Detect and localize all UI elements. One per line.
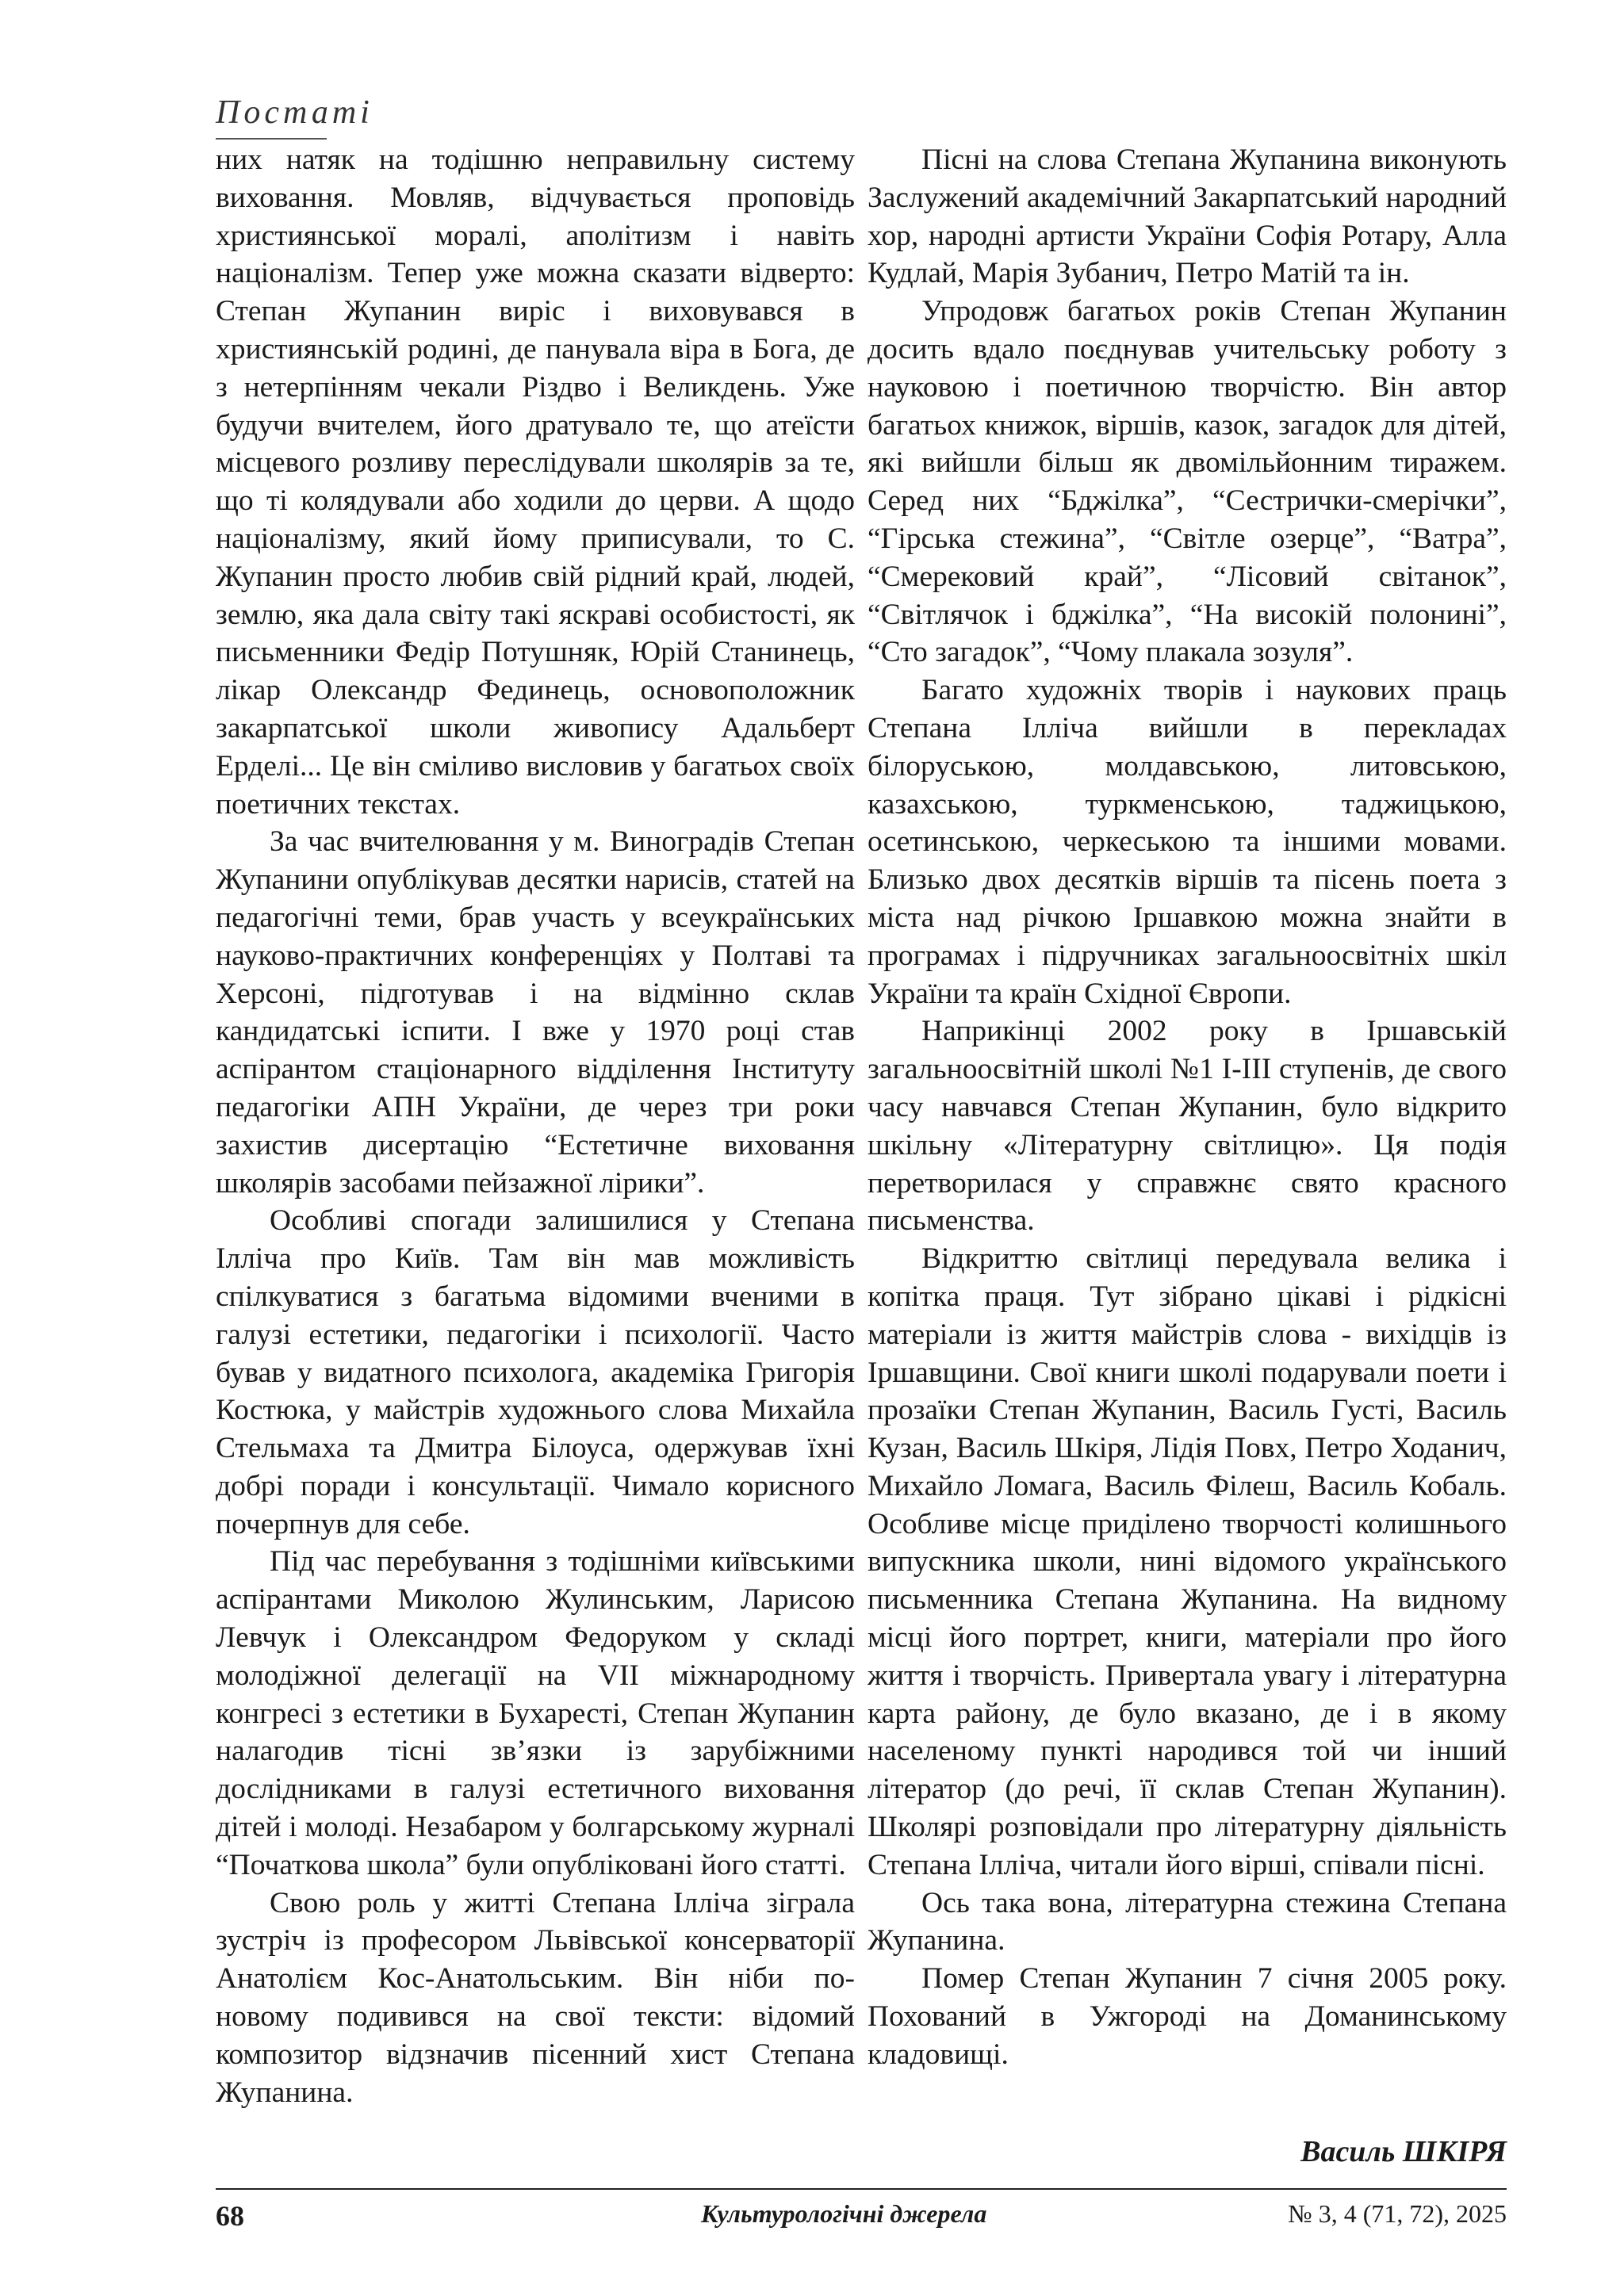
footer-rule bbox=[216, 2188, 1507, 2190]
paragraph: Упродовж багатьох років Степан Жупанин досить вдало поєднував учительську роботу з науковою і поетичною творчістю. Він автор багатьох книжок, віршів, казок, загадок для дітей, які вийшли більш як двомільйонним тиражем. Серед них “Бджілка”, “Сестрички-смерічки”, “Гірська стежина”, “Світле озерце”, “Ватра”, “Смерековий край”, “Лісовий світанок”, “Світлячок і бджілка”, “На високій полонині”, “Сто загадок”, “Чому плакала зозуля”. bbox=[868, 295, 1507, 669]
issue-info: № 3, 4 (71, 72), 2025 bbox=[1288, 2199, 1507, 2228]
page-number: 68 bbox=[216, 2200, 244, 2232]
right-column bbox=[868, 141, 1507, 2139]
paragraph: Особливі спогади залишилися у Степана Ілліча про Київ. Там він мав можливість спілкуватися з багатьма відомими вченими в галузі естетики, педагогіки і психології. Часто бував у видатного психолога, академіка Григорія Костюка, у майстрів художнього слова Михайла Стельмаха та Дмитра Білоуса, одержував їхні добрі поради і консультації. Чимало корисного почерпнув для себе. bbox=[216, 1204, 855, 1540]
paragraph: Наприкінці 2002 року в Іршавській загальноосвітній школі №1 І-ІІІ ступенів, де свого часу навчався Степан Жупанин, було відкрито шкільну «Літературну світлицю». Ця подія перетворилася у справжнє свято красного письменства. bbox=[868, 1015, 1507, 1238]
paragraph: Ось така вона, літературна стежина Степана Жупанина. bbox=[868, 1886, 1507, 1957]
author-signature: Василь ШКІРЯ bbox=[1300, 2135, 1507, 2168]
paragraph: Свою роль у житті Степана Ілліча зіграла зустріч із професором Львівської консерваторії Анатолієм Кос-Анатольським. Він ніби по-новому подивився на свої тексти: відомий композитор відзначив пісенний хист Степана Жупанина. bbox=[216, 1886, 855, 2109]
header-rule bbox=[216, 138, 327, 140]
left-column bbox=[216, 141, 855, 2139]
paragraph: Відкриттю світлиці передувала велика і копітка праця. Тут зібрано цікаві і рідкісні матеріали із життя майстрів слова - вихідців із Іршавщини. Свої книги школі подарували поети і прозаїки Степан Жупанин, Василь Густі, Василь Кузан, Василь Шкіря, Лідія Повх, Петро Ходанич, Михайло Ломага, Василь Філеш, Василь Кобаль. Особливе місце приділено творчості колишнього випускника школи, нині відомого українського письменника Степана Жупанина. На видному місці його портрет, книги, матеріали про його життя і творчість. Привертала увагу і літературна карта району, де було вказано, де і в якому населеному пункті народився той чи інший літератор (до речі, її склав Степан Жупанин). Школярі розповідали про літературну діяльність Степана Ілліча, читали його вірші, співали пісні. bbox=[868, 1242, 1507, 1881]
paragraph: Під час перебування з тодішніми київськими аспірантами Миколою Жулинським, Ларисою Левчук і Олександром Федоруком у складі молодіжної делегації на VII міжнародному конгресі з естетики в Бухаресті, Степан Жупанин налагодив тісні зв’язки із зарубіжними дослідниками в галузі естетичного виховання дітей і молоді. Незабаром у болгарському журналі “Початкова школа” були опубліковані його статті. bbox=[216, 1545, 855, 1881]
paragraph: Помер Степан Жупанин 7 січня 2005 року. Похований в Ужгороді на Доманинському кладовищі. bbox=[868, 1962, 1507, 2071]
section-header: Постаті bbox=[216, 94, 373, 131]
journal-title: Культурологічні джерела bbox=[701, 2199, 987, 2228]
paragraph: Багато художніх творів і наукових праць Степана Ілліча вийшли в перекладах білоруською, молдавською, литовською, казахською, туркменською, таджицькою, осетинською, черкеською та іншими мовами. Близько двох десятків віршів та пісень поета з міста над річкою Іршавкою можна знайти в програмах і підручниках загальноосвітніх шкіл України та країн Східної Європи. bbox=[868, 674, 1507, 1010]
paragraph: них натяк на тодішню неправильну систему виховання. Мовляв, відчувається проповідь християнської моралі, аполітизм і навіть націоналізм. Тепер уже можна сказати відверто: Степан Жупанин виріс і виховувався в християнській родині, де панувала віра в Бога, де з нетерпінням чекали Різдво і Великдень. Уже будучи вчителем, його дратувало те, що атеїсти місцевого розливу переслідували школярів за те, що ті колядували або ходили до церви. А щодо націоналізму, який йому приписували, то С. Жупанин просто любив свій рідний край, людей, землю, яка дала світу такі яскраві особистості, як письменники Федір Потушняк, Юрій Станинець, лікар Олександр Фединець, основоположник закарпатської школи живопису Адальберт Ерделі... Це він сміливо висловив у багатьох своїх поетичних текстах. bbox=[216, 144, 855, 821]
paragraph: Пісні на слова Степана Жупанина виконують Заслужений академічний Закарпатський народний хор, народні артисти України Софія Ротару, Алла Кудлай, Марія Зубанич, Петро Матій та ін. bbox=[868, 144, 1507, 290]
paragraph: За час вчителювання у м. Виноградів Степан Жупанини опублікував десятки нарисів, статей на педагогічні теми, брав участь у всеукраїнських науково-практичних конференціях у Полтаві та Херсоні, підготував і на відмінно склав кандидатські іспити. І вже у 1970 році став аспірантом стаціонарного відділення Інституту педагогіки АПН України, де через три роки захистив дисертацію “Естетичне виховання школярів засобами пейзажної лірики”. bbox=[216, 825, 855, 1200]
